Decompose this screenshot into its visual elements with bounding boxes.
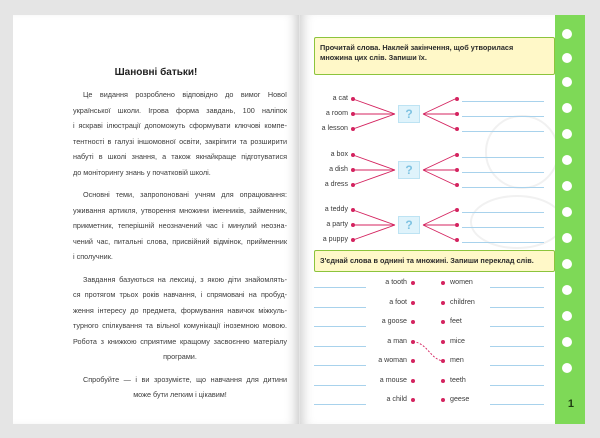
singular-word: a party [326, 220, 348, 228]
answer-line[interactable] [314, 307, 366, 308]
match-dot[interactable] [411, 320, 415, 324]
ring-hole-decoration [562, 29, 572, 39]
task-instruction-endings [314, 37, 555, 75]
singular-word: a tooth [385, 278, 407, 286]
connector-line [353, 114, 395, 129]
ending-sticker-box[interactable]: ? [398, 216, 420, 234]
answer-line[interactable] [490, 287, 544, 288]
connector-dot [455, 127, 459, 131]
plural-word: teeth [450, 375, 466, 384]
ring-hole-decoration [562, 53, 572, 63]
task-line: З'єднай слова в однині та множині. Запиши переклад слів. [320, 256, 534, 265]
connector-dot [455, 183, 459, 187]
page-title: Шановні батьки! [114, 67, 198, 78]
answer-line[interactable] [462, 116, 544, 117]
preface-line: Робота з книжкою сприятиме кращому засвоєнню матеріалу [73, 336, 287, 346]
right-page [300, 15, 585, 424]
plural-word: men [450, 356, 464, 364]
connector-dot [455, 208, 459, 212]
connector-dot [351, 223, 355, 227]
connector-dot [455, 97, 459, 101]
connector-dot [351, 112, 355, 116]
connector-line [353, 155, 395, 170]
connector-line [353, 210, 395, 225]
match-dot[interactable] [441, 281, 445, 285]
ring-hole-decoration [562, 103, 572, 113]
connector-dot [351, 183, 355, 187]
paragraph-gap [73, 365, 287, 372]
answer-line[interactable] [462, 187, 544, 188]
match-dot[interactable] [411, 379, 415, 383]
preface-line: уживання артикля, утворення множини іменників, займенник, [73, 205, 287, 215]
answer-line[interactable] [490, 385, 544, 386]
connector-dot [351, 168, 355, 172]
connector-line [423, 225, 455, 240]
plural-word: feet [450, 317, 462, 325]
preface-line: прикметник, теперішній неозначений час і минулий неозна- [73, 221, 287, 230]
singular-word: a goose [381, 317, 407, 325]
preface-line: тентності в галузі іншомовної освіти, закріпити та розширити [73, 136, 287, 146]
example-match-line [413, 342, 443, 362]
answer-line[interactable] [462, 242, 544, 243]
connector-line [423, 114, 455, 129]
singular-word: a child [386, 395, 407, 403]
connector-line [423, 210, 455, 225]
singular-word: a cat [332, 94, 348, 102]
match-dot[interactable] [411, 301, 415, 305]
preface-line: Спробуйте — і ви зрозумієте, що навчання для дитини [83, 374, 287, 384]
answer-line[interactable] [490, 365, 544, 366]
connector-dot [455, 238, 459, 242]
answer-line[interactable] [314, 365, 366, 366]
match-dot[interactable] [411, 340, 415, 344]
connector-dot [351, 127, 355, 131]
answer-line[interactable] [314, 326, 366, 327]
ring-hole-decoration [562, 181, 572, 191]
singular-word: a dish [329, 165, 348, 173]
singular-word: a teddy [324, 205, 348, 213]
connector-dot [455, 153, 459, 157]
green-page-edge [555, 15, 585, 424]
singular-word: a lesson [321, 124, 348, 132]
connector-line [423, 170, 455, 185]
left-page [13, 15, 299, 424]
connector-line [353, 170, 395, 185]
answer-line[interactable] [314, 404, 366, 405]
preface-text [73, 87, 287, 403]
ring-hole-decoration [562, 285, 572, 295]
connector-dot [351, 238, 355, 242]
preface-line: ження інтересу до предмета, формування навичок міжкуль- [73, 305, 287, 315]
task-instruction-match [314, 250, 555, 272]
ring-hole-decoration [562, 129, 572, 139]
singular-word: a foot [389, 297, 407, 306]
task-line: Прочитай слова. Наклей закінчення, щоб утворилася [320, 43, 514, 52]
singular-word: a woman [378, 356, 407, 364]
connector-dot [351, 97, 355, 101]
answer-line[interactable] [462, 157, 544, 158]
faint-illustration [470, 195, 564, 249]
preface-line: турного спілкування та вільної комунікації іноземною мовою. [73, 321, 287, 330]
plural-word: geese [450, 395, 470, 403]
connector-line [423, 155, 455, 170]
plural-word: children [450, 297, 475, 306]
connector-line [353, 225, 395, 240]
answer-line[interactable] [462, 227, 544, 228]
paragraph-gap [73, 180, 287, 187]
connector-dot [351, 153, 355, 157]
ring-hole-decoration [562, 311, 572, 321]
ring-hole-decoration [562, 363, 572, 373]
preface-line: набуті в школі знання, а також якнайкраще підготуватися [73, 152, 287, 161]
preface-line: до моніторингу знань у початковій школі. [73, 167, 211, 177]
match-dot[interactable] [441, 359, 445, 363]
answer-line[interactable] [490, 404, 544, 405]
ending-sticker-box[interactable]: ? [398, 105, 420, 123]
answer-line[interactable] [314, 385, 366, 386]
preface-line: може бути легким і цікавим! [133, 390, 227, 399]
match-dot[interactable] [441, 301, 445, 305]
ring-hole-decoration [562, 207, 572, 217]
page-number: 1 [567, 398, 574, 410]
answer-line[interactable] [462, 101, 544, 102]
match-dot[interactable] [411, 359, 415, 363]
answer-line[interactable] [490, 307, 544, 308]
answer-line[interactable] [462, 172, 544, 173]
answer-line[interactable] [462, 212, 544, 213]
answer-line[interactable] [314, 287, 366, 288]
match-dot[interactable] [441, 320, 445, 324]
task-line: множина цих слів. Запиши їх. [320, 53, 427, 62]
ending-sticker-box[interactable]: ? [398, 161, 420, 179]
answer-line[interactable] [490, 346, 544, 347]
singular-word: a man [387, 336, 407, 345]
plural-word: women [450, 278, 473, 286]
answer-line[interactable] [462, 131, 544, 132]
connector-dot [351, 208, 355, 212]
connector-dot [455, 223, 459, 227]
preface-line: і яскраві ілюстрації допоможуть сформувати ключові компе- [73, 121, 287, 130]
connector-line [423, 99, 455, 114]
preface-line: програми. [163, 352, 197, 361]
singular-word: a dress [324, 180, 348, 188]
ring-hole-decoration [562, 155, 572, 165]
match-dot[interactable] [441, 398, 445, 402]
singular-word: a room [325, 109, 348, 117]
preface-line: Основні теми, запропоновані учням для опрацювання: [83, 190, 287, 199]
ring-hole-decoration [562, 337, 572, 347]
ring-hole-decoration [562, 233, 572, 243]
preface-line: Це видання розроблено відповідно до вимог Нової [83, 90, 287, 99]
answer-line[interactable] [490, 326, 544, 327]
connector-dot [455, 168, 459, 172]
connector-dot [455, 112, 459, 116]
preface-line: Завдання базуються на лексиці, з якою діти знайомлять- [83, 274, 287, 284]
plural-word: mice [450, 336, 465, 345]
match-dot[interactable] [441, 340, 445, 344]
faint-illustration [485, 115, 559, 189]
preface-line: чений час, питальні слова, присвійний відмінок, прийменник [73, 236, 287, 246]
ring-hole-decoration [562, 259, 572, 269]
paragraph-gap [73, 265, 287, 272]
ring-hole-decoration [562, 77, 572, 87]
match-dot[interactable] [411, 398, 415, 402]
singular-word: a box [330, 150, 348, 158]
connector-line [353, 99, 395, 114]
preface-line: української школи. Ігрова форма завдань, 100 наліпок [73, 105, 287, 115]
preface-line: і сполучник. [73, 252, 113, 261]
preface-line: ся протягом трьох років навчання, і спрямовані на пробуд- [73, 290, 287, 299]
singular-word: a mouse [379, 375, 407, 384]
match-dot[interactable] [411, 281, 415, 285]
singular-word: a puppy [322, 235, 348, 243]
match-dot[interactable] [441, 379, 445, 383]
answer-line[interactable] [314, 346, 366, 347]
